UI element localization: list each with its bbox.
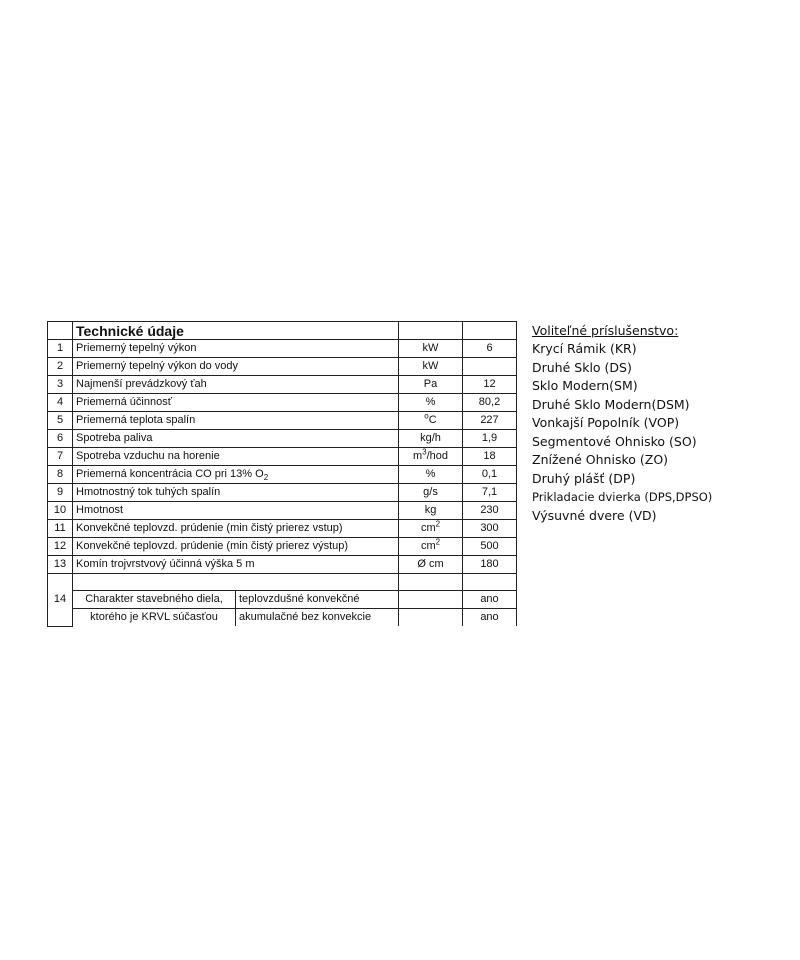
row-number: 3 — [48, 376, 73, 394]
row-number: 6 — [48, 430, 73, 448]
row-unit: % — [399, 394, 463, 412]
table-row — [48, 556, 517, 574]
row-unit: kW — [399, 340, 463, 358]
row-number: 5 — [48, 412, 73, 430]
unit-base: cm — [420, 522, 436, 534]
table-row — [48, 430, 517, 448]
row-number: 8 — [48, 466, 73, 484]
row-label: Priemerný tepelný výkon — [73, 340, 399, 358]
table-row — [48, 466, 517, 484]
row-value: 227 — [463, 412, 517, 430]
row-number: 7 — [48, 448, 73, 466]
row-number: 14 — [48, 574, 73, 627]
accessory-item: Vonkajší Popolník (VOP) — [532, 415, 680, 430]
row-label: Spotreba vzduchu na horenie — [73, 448, 399, 466]
row-number: 12 — [48, 538, 73, 556]
table-title: Technické údaje — [73, 322, 399, 340]
table-title-unit-cell — [399, 322, 463, 340]
row-unit — [399, 538, 463, 556]
unit-superscript: 3 — [422, 447, 427, 457]
row-value: 12 — [463, 376, 517, 394]
row-label: Hmotnost — [73, 502, 399, 520]
row-unit: Pa — [399, 376, 463, 394]
row-number: 4 — [48, 394, 73, 412]
row-number: 11 — [48, 520, 73, 538]
degree-superscript: o — [424, 411, 429, 421]
row-value: 180 — [463, 556, 517, 574]
row-label: Hmotnostný tok tuhých spalín — [73, 484, 399, 502]
row-sublabel: akumulačné bez konvekcie — [236, 609, 399, 627]
table-row — [48, 376, 517, 394]
table-row — [48, 394, 517, 412]
row-unit: Ø cm — [399, 556, 463, 574]
unit-superscript: 2 — [435, 519, 441, 529]
row-value: 230 — [463, 502, 517, 520]
row-unit — [399, 520, 463, 538]
table-row — [48, 591, 517, 609]
row-unit — [399, 412, 463, 430]
row-label: Konvekčné teplovzd. prúdenie (min čistý prierez vstup) — [73, 520, 399, 538]
table-row — [48, 412, 517, 430]
row-unit — [399, 448, 463, 466]
row-unit: kW — [399, 358, 463, 376]
accessory-item: Výsuvné dvere (VD) — [532, 507, 657, 523]
row-unit: g/s — [399, 484, 463, 502]
row-unit — [399, 609, 463, 627]
table-spacer-row — [48, 574, 517, 591]
row-number: 13 — [48, 556, 73, 574]
accessory-item: Segmentové Ohnisko (SO) — [532, 433, 697, 449]
technical-data-table — [47, 321, 517, 627]
table-row — [48, 502, 517, 520]
table-row — [48, 538, 517, 556]
label-subscript: 2 — [263, 473, 269, 483]
table-title-row — [48, 322, 517, 340]
accessory-item: Sklo Modern(SM) — [532, 378, 638, 393]
accessory-item: Druhé Sklo (DS) — [532, 359, 632, 375]
row-number: 2 — [48, 358, 73, 376]
table-row — [48, 358, 517, 376]
spacer-cell — [73, 574, 399, 591]
row-value: 6 — [463, 340, 517, 358]
spacer-cell — [463, 574, 517, 591]
row-sublabel: teplovzdušné konvekčné — [236, 591, 399, 609]
row-number: 9 — [48, 484, 73, 502]
table-row — [48, 520, 517, 538]
row-unit: kg/h — [399, 430, 463, 448]
row-value: 500 — [463, 538, 517, 556]
row-value: 18 — [463, 448, 517, 466]
row-label: Priemerný tepelný výkon do vody — [73, 358, 399, 376]
unit-base: cm — [420, 540, 436, 552]
table-row — [48, 609, 517, 627]
label-base: Priemerná koncentrácia CO pri 13% O — [76, 468, 264, 480]
row-label: Priemerná účinnosť — [73, 394, 399, 412]
row-unit: kg — [399, 502, 463, 520]
accessory-item: Znížené Ohnisko (ZO) — [532, 452, 669, 467]
accessory-item: Prikladacie dvierka (DPS,DPSO) — [532, 490, 713, 504]
row-label-line2: ktorého je KRVL súčasťou — [73, 609, 236, 627]
row-value: 1,9 — [463, 430, 517, 448]
row-unit — [399, 591, 463, 609]
table-title-value-cell — [463, 322, 517, 340]
row-label: Priemerná teplota spalín — [73, 412, 399, 430]
row-number: 1 — [48, 340, 73, 358]
accessory-item: Druhé Sklo Modern(DSM) — [532, 396, 690, 412]
optional-accessories — [532, 322, 712, 525]
row-label — [73, 466, 399, 484]
unit-superscript: 2 — [435, 537, 441, 547]
table-title-num-cell — [48, 322, 73, 340]
table-row — [48, 340, 517, 358]
row-value: 80,2 — [463, 394, 517, 412]
row-label: Komín trojvrstvový účinná výška 5 m — [73, 556, 399, 574]
accessory-item: Krycí Rámik (KR) — [532, 341, 637, 356]
unit-base: m — [412, 450, 423, 462]
row-value: 7,1 — [463, 484, 517, 502]
row-value: 300 — [463, 520, 517, 538]
row-value: 0,1 — [463, 466, 517, 484]
row-unit: % — [399, 466, 463, 484]
row-label: Najmenší prevádzkový ťah — [73, 376, 399, 394]
row-number: 10 — [48, 502, 73, 520]
row-value: ano — [463, 591, 517, 609]
unit-suffix: /hod — [426, 450, 449, 462]
row-value: ano — [463, 609, 517, 627]
row-label-line1: Charakter stavebného diela, — [73, 591, 236, 609]
table-row — [48, 484, 517, 502]
accessory-item: Druhý plášť (DP) — [532, 470, 636, 486]
row-label: Spotreba paliva — [73, 430, 399, 448]
table-row — [48, 448, 517, 466]
row-value — [463, 358, 517, 376]
row-label: Konvekčné teplovzd. prúdenie (min čistý prierez výstup) — [73, 538, 399, 556]
unit-text: C — [428, 414, 437, 426]
spacer-cell — [399, 574, 463, 591]
accessories-title: Voliteľné príslušenstvo: — [532, 323, 679, 338]
